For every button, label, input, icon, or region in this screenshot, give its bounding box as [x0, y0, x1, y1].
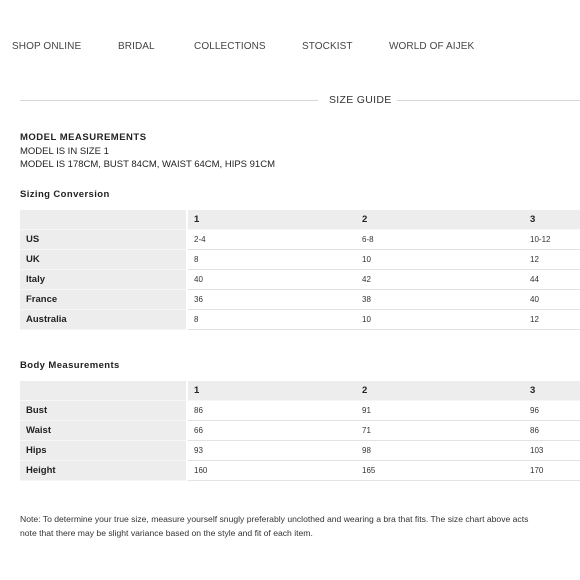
- table-cell: 66: [188, 421, 356, 441]
- table-cell: 86: [188, 401, 356, 421]
- row-label: UK: [20, 250, 188, 270]
- table-cell: 10-12: [524, 230, 580, 250]
- size-note: [20, 512, 580, 540]
- table-cell: 8: [188, 250, 356, 270]
- table-cell: 42: [356, 270, 524, 290]
- table-cell: 40: [524, 290, 580, 310]
- table-header-cell: 1: [188, 210, 356, 230]
- table-row: [20, 401, 580, 421]
- size-note-line-1: Note: To determine your true size, measure yourself snugly preferably unclothed and wearing a bra that fits. The size chart above acts: [20, 514, 529, 524]
- nav-bridal[interactable]: BRIDAL: [118, 41, 155, 52]
- table-row: [20, 421, 580, 441]
- table-cell: 160: [188, 461, 356, 481]
- sizing-conversion-table: [20, 210, 580, 330]
- heading-divider-right: [397, 100, 580, 101]
- table-header-cell: 2: [356, 210, 524, 230]
- table-cell: 103: [524, 441, 580, 461]
- heading-divider-left: [20, 100, 318, 101]
- table-cell: 44: [524, 270, 580, 290]
- table-cell: 10: [356, 250, 524, 270]
- row-label: Waist: [20, 421, 188, 441]
- model-measurements-text: MODEL IS 178CM, BUST 84CM, WAIST 64CM, HIPS 91CM: [20, 159, 275, 170]
- table-cell: 36: [188, 290, 356, 310]
- table-cell: 71: [356, 421, 524, 441]
- table-cell: 12: [524, 250, 580, 270]
- table-cell: 2-4: [188, 230, 356, 250]
- table-cell: 170: [524, 461, 580, 481]
- top-navigation: [0, 41, 580, 55]
- body-measurements-title: Body Measurements: [20, 360, 120, 371]
- row-label: US: [20, 230, 188, 250]
- row-label: Italy: [20, 270, 188, 290]
- table-row: [20, 230, 580, 250]
- row-label: Hips: [20, 441, 188, 461]
- row-label: Australia: [20, 310, 188, 330]
- table-row: [20, 250, 580, 270]
- table-cell: 96: [524, 401, 580, 421]
- table-header-cell: 3: [524, 381, 580, 401]
- table-cell: 98: [356, 441, 524, 461]
- model-measurements: [20, 131, 275, 172]
- nav-world-of-aijek[interactable]: WORLD OF AIJEK: [389, 41, 475, 52]
- table-header-cell: 2: [356, 381, 524, 401]
- nav-collections[interactable]: COLLECTIONS: [194, 41, 266, 52]
- table-row: [20, 270, 580, 290]
- nav-stockist[interactable]: STOCKIST: [302, 41, 353, 52]
- table-header-cell: [20, 210, 188, 230]
- table-cell: 38: [356, 290, 524, 310]
- table-header-cell: 3: [524, 210, 580, 230]
- table-cell: 93: [188, 441, 356, 461]
- model-size-text: MODEL IS IN SIZE 1: [20, 145, 109, 157]
- table-cell: 10: [356, 310, 524, 330]
- table-cell: 12: [524, 310, 580, 330]
- table-cell: 6-8: [356, 230, 524, 250]
- sizing-conversion-title: Sizing Conversion: [20, 189, 110, 200]
- table-cell: 40: [188, 270, 356, 290]
- table-row: [20, 461, 580, 481]
- table-row: [20, 441, 580, 461]
- table-row: [20, 290, 580, 310]
- table-row: [20, 310, 580, 330]
- table-header-row: [20, 210, 580, 230]
- row-label: France: [20, 290, 188, 310]
- table-cell: 8: [188, 310, 356, 330]
- body-measurements-table: [20, 381, 580, 481]
- table-header-cell: [20, 381, 188, 401]
- size-guide-title: SIZE GUIDE: [329, 94, 392, 106]
- table-header-cell: 1: [188, 381, 356, 401]
- table-cell: 91: [356, 401, 524, 421]
- row-label: Height: [20, 461, 188, 481]
- model-measurements-heading: MODEL MEASUREMENTS: [20, 132, 147, 143]
- table-cell: 165: [356, 461, 524, 481]
- nav-shop-online[interactable]: SHOP ONLINE: [12, 41, 82, 52]
- size-note-line-2: note that there may be slight variance based on the style and fit of each item.: [20, 528, 313, 538]
- table-header-row: [20, 381, 580, 401]
- row-label: Bust: [20, 401, 188, 421]
- table-cell: 86: [524, 421, 580, 441]
